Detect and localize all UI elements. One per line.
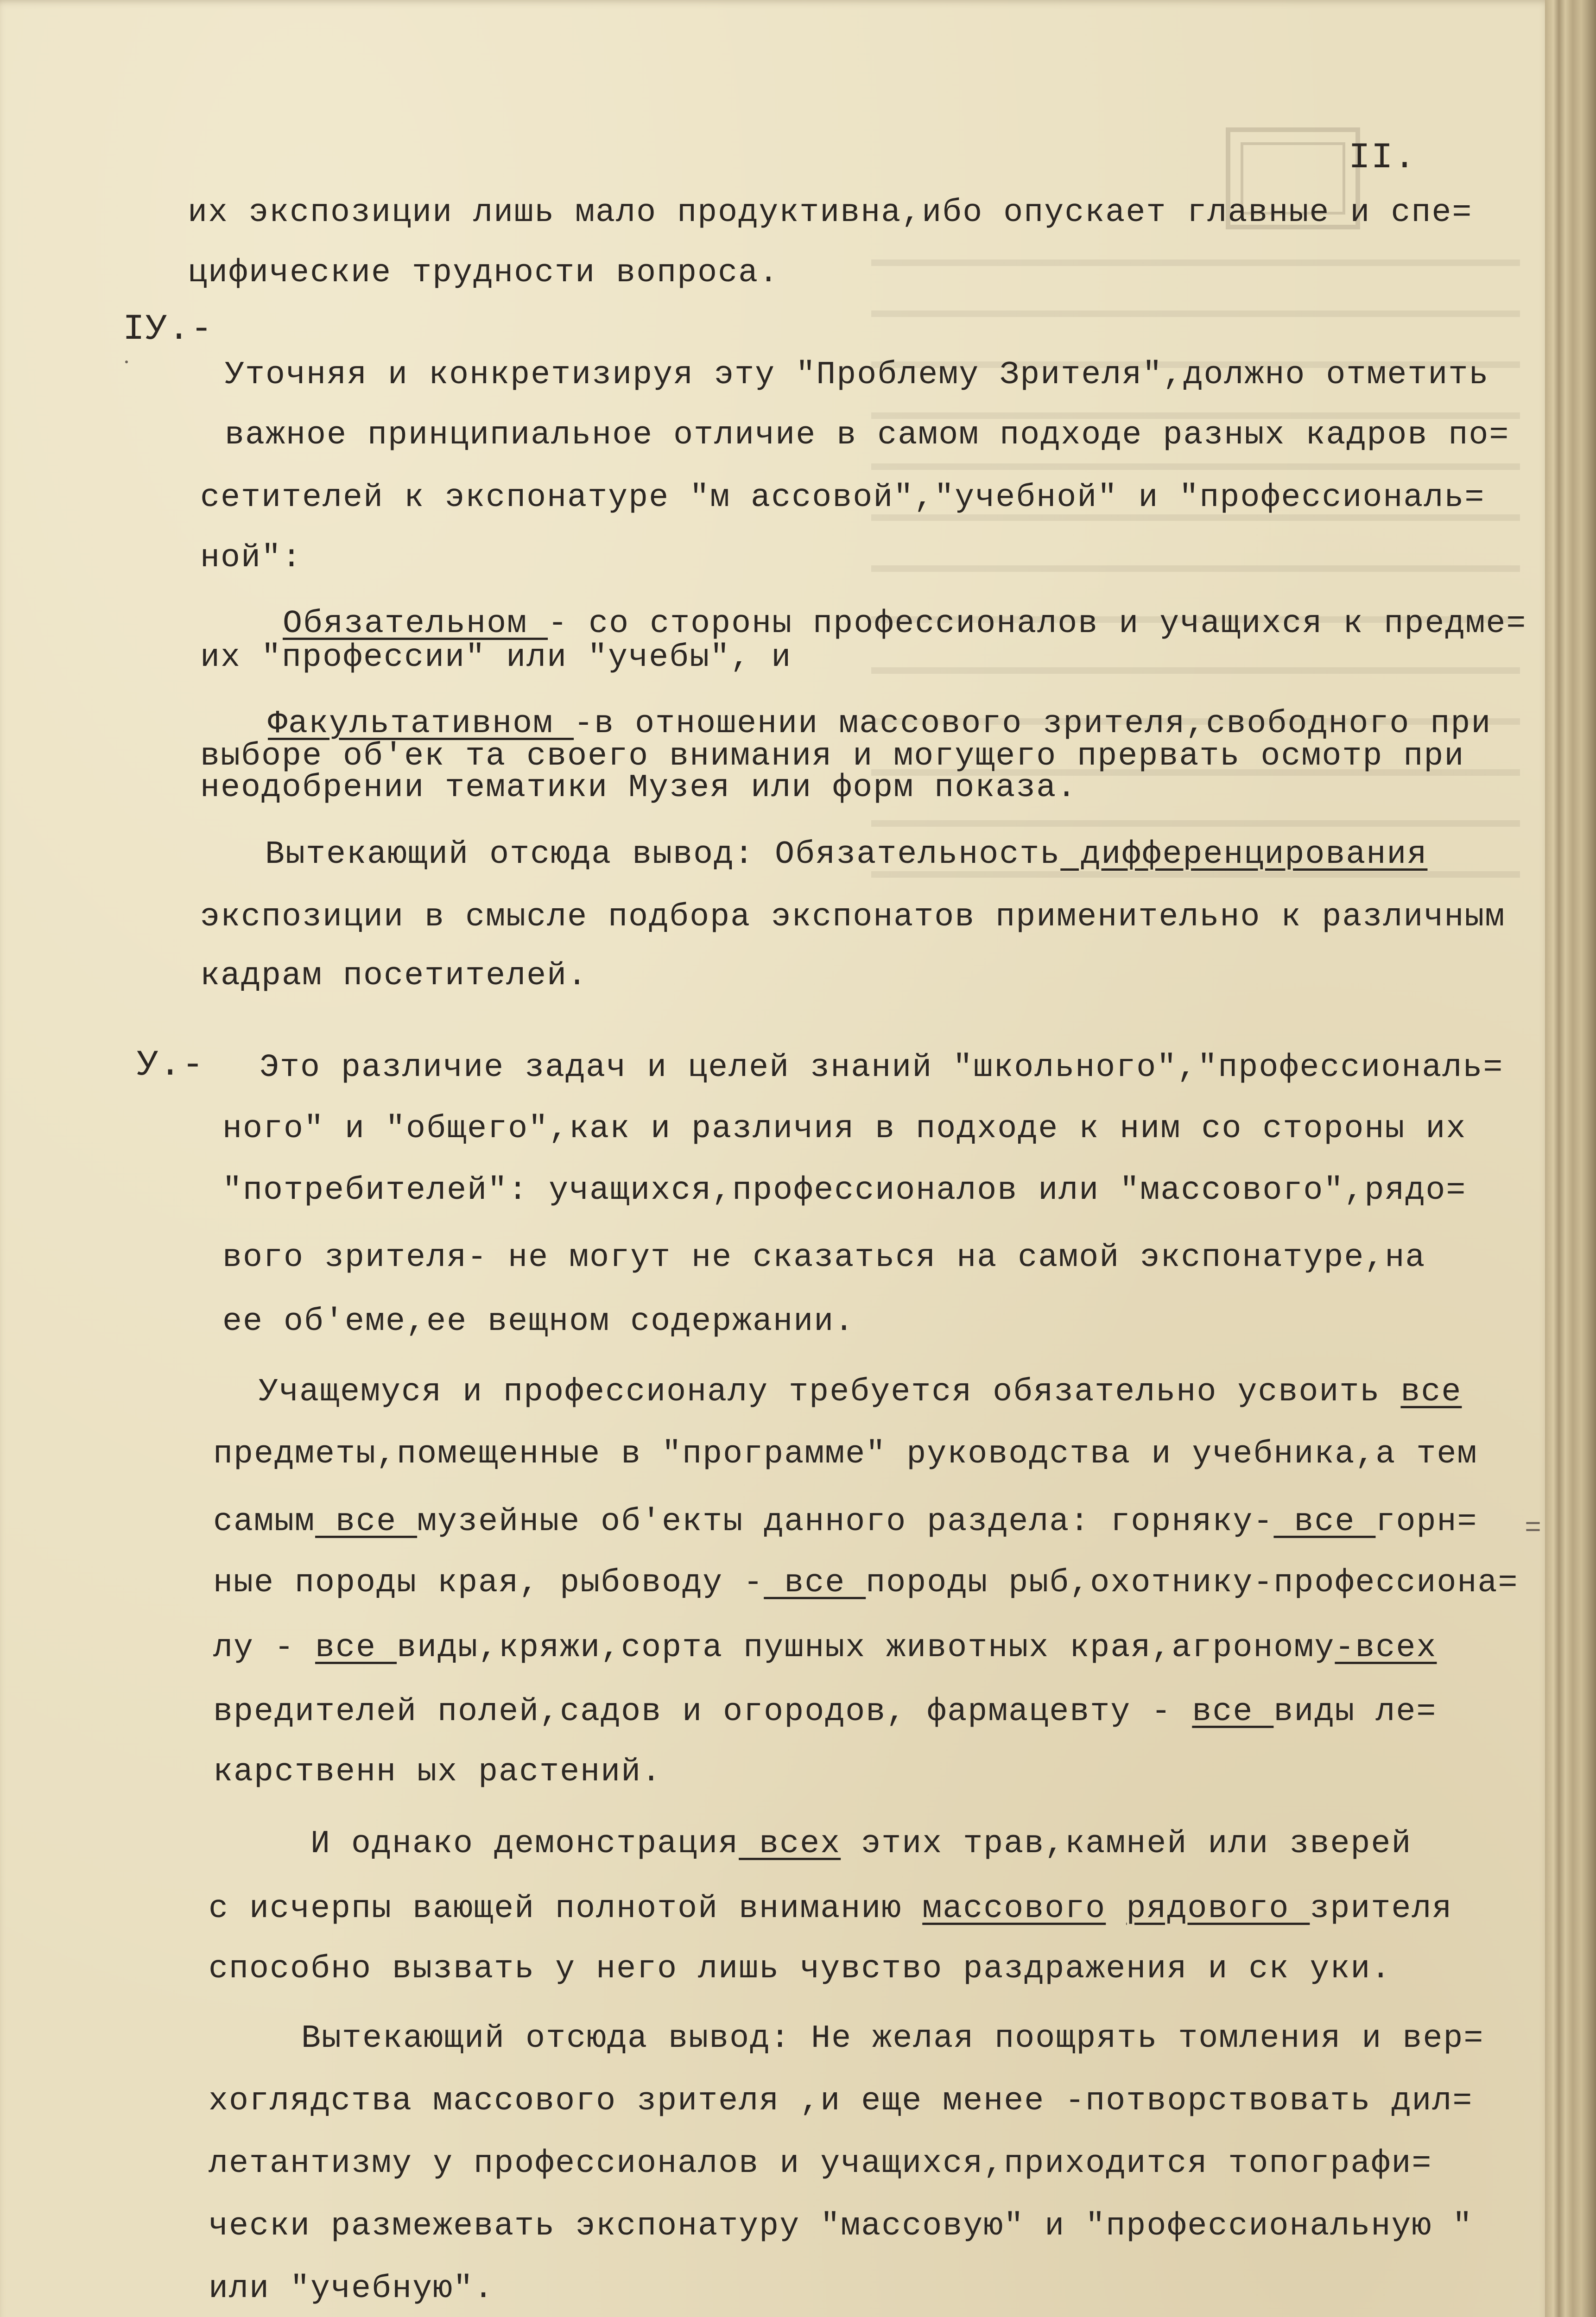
text-segment: -в отношении массового зрителя,свободного при [574, 706, 1492, 742]
text-line [200, 482, 1485, 514]
text-line [301, 2020, 1484, 2057]
margin-tick [125, 361, 128, 363]
underlined-text: дифференцирования [1060, 836, 1428, 873]
text-line [259, 1376, 1462, 1409]
text-line [222, 1242, 1425, 1274]
text-segment: - со стороны профессионалов и учащихся к предме= [548, 606, 1527, 642]
text-line [222, 1172, 1467, 1209]
text-segment: Уточняя и конкретизируя эту "Проблему Зрителя",должно отметить [225, 357, 1489, 393]
text-segment: виды,кряжи,сорта пушных животных края,агроному [397, 1630, 1335, 1666]
text-segment: вого зрителя- не могут не сказаться на самой экспонатуре,на [222, 1240, 1426, 1276]
text-segment: предметы,помещенные в "программе" руководства и учебника,а тем [213, 1436, 1478, 1473]
text-segment: этих трав,камней или зверей [841, 1826, 1412, 1862]
text-segment: сетителей к экспонатуре "м ассовой","учебной" и "профессиональ= [200, 480, 1485, 516]
text-line [188, 197, 1472, 229]
text-line [222, 1113, 1466, 1146]
text-line [225, 419, 1509, 452]
text-line [200, 639, 792, 676]
text-line [213, 1632, 1437, 1665]
text-segment: ные породы края, рыбоводу - [213, 1565, 764, 1602]
text-line [209, 2148, 1432, 2180]
text-line [310, 1828, 1412, 1861]
text-segment: с исчерпы вающей полнотой вниманию [209, 1891, 923, 1927]
margin-mark: = [1525, 1513, 1542, 1545]
text-segment: чески размежевать экспонатуру "массовую" и "профессиональную " [209, 2208, 1473, 2245]
text-line [213, 1506, 1477, 1538]
text-segment: неодобрении тематики Музея или форм показа. [200, 770, 1077, 806]
text-line [213, 1696, 1437, 1728]
underlined-text: рядового [1126, 1891, 1310, 1927]
text-line [213, 1567, 1518, 1600]
text-segment: породы рыб,охотнику-профессиона= [866, 1565, 1519, 1602]
text-line [200, 960, 588, 993]
page-number: II. [1349, 138, 1417, 178]
text-segment: их экспозиции лишь мало продуктивна,ибо опускает главные и спе= [188, 195, 1473, 231]
text-segment: Вытекающий отсюда вывод: Обязательность [265, 836, 1061, 873]
text-segment: лу - [213, 1630, 316, 1666]
text-segment: Вытекающий отсюда вывод: Не желая поощрять томления и вер= [301, 2020, 1484, 2057]
text-line [200, 772, 1077, 804]
section-marker-iv: IУ.- [123, 309, 214, 350]
underlined-text: все [1192, 1694, 1274, 1730]
underlined-text: все [764, 1565, 866, 1602]
section-marker-v: У.- [137, 1045, 205, 1086]
underlined-text: Факультативном [268, 706, 574, 742]
text-line [283, 608, 1526, 640]
text-line [209, 2085, 1473, 2118]
text-line [200, 901, 1505, 934]
underlined-text: все [1400, 1374, 1462, 1411]
text-segment: ного" и "общего",как и различия в подходе к ним со стороны их [222, 1111, 1467, 1147]
text-segment: "потребителей": учащихся,профессионалов или "массового",рядо= [222, 1172, 1467, 1209]
text-segment [1106, 1891, 1126, 1927]
underlined-text: -всех [1335, 1630, 1437, 1666]
text-segment: зрителя [1310, 1891, 1453, 1927]
text-line [209, 1953, 1391, 1986]
text-line [200, 542, 302, 575]
text-line [222, 1306, 855, 1338]
text-segment: Учащемуся и профессионалу требуется обязательно усвоить [259, 1374, 1401, 1411]
text-segment: их "профессии" или "учебы", и [200, 639, 792, 676]
text-segment: или "учебную". [209, 2271, 494, 2307]
text-segment: Это различие задач и целей знаний "школьного","профессиональ= [260, 1050, 1504, 1086]
text-line [268, 708, 1491, 741]
text-line [209, 2210, 1473, 2243]
text-segment: карственн ых растений. [213, 1754, 662, 1791]
text-segment: хоглядства массового зрителя ,и еще менее -потворствовать дил= [209, 2083, 1473, 2120]
text-segment: цифические трудности вопроса. [188, 255, 779, 291]
text-line [213, 1756, 662, 1789]
text-segment: виды ле= [1273, 1694, 1437, 1730]
text-segment: вредителей полей,садов и огородов, фармацевту - [213, 1694, 1192, 1730]
text-segment: способно вызвать у него лишь чувство раздражения и ск уки. [209, 1951, 1392, 1988]
text-segment: экспозиции в смысле подбора экспонатов применительно к различным [200, 899, 1506, 936]
text-segment: выборе об'ек та своего внимания и могущего прервать осмотр при [200, 738, 1465, 775]
text-segment: И однако демонстрация [310, 1826, 739, 1862]
text-segment: летантизму у профессионалов и учащихся,приходится топографи= [209, 2146, 1432, 2182]
underlined-text: все [315, 1504, 418, 1540]
text-line [200, 738, 1465, 775]
text-segment: важное принципиальное отличие в самом подходе разных кадров по= [225, 417, 1510, 454]
underlined-text: Обязательном [283, 606, 548, 642]
text-line [213, 1438, 1477, 1471]
underlined-text: все [315, 1630, 397, 1666]
underlined-text: все [1273, 1504, 1376, 1540]
text-segment: самым [213, 1504, 316, 1540]
binder-edges [1545, 0, 1596, 2317]
text-line [225, 359, 1489, 392]
text-segment: ной": [200, 540, 303, 576]
text-segment: музейные об'екты данного раздела: горняку- [417, 1504, 1274, 1540]
text-line [209, 2273, 494, 2305]
text-segment: горн= [1375, 1504, 1478, 1540]
text-line [188, 257, 779, 290]
text-line [209, 1893, 1452, 1925]
text-line [260, 1052, 1503, 1084]
underlined-text: всех [739, 1826, 841, 1862]
underlined-text: массового [922, 1891, 1106, 1927]
text-segment: ее об'еме,ее вещном содержании. [222, 1304, 855, 1340]
text-segment: кадрам посетителей. [200, 958, 588, 994]
text-line [265, 836, 1428, 873]
